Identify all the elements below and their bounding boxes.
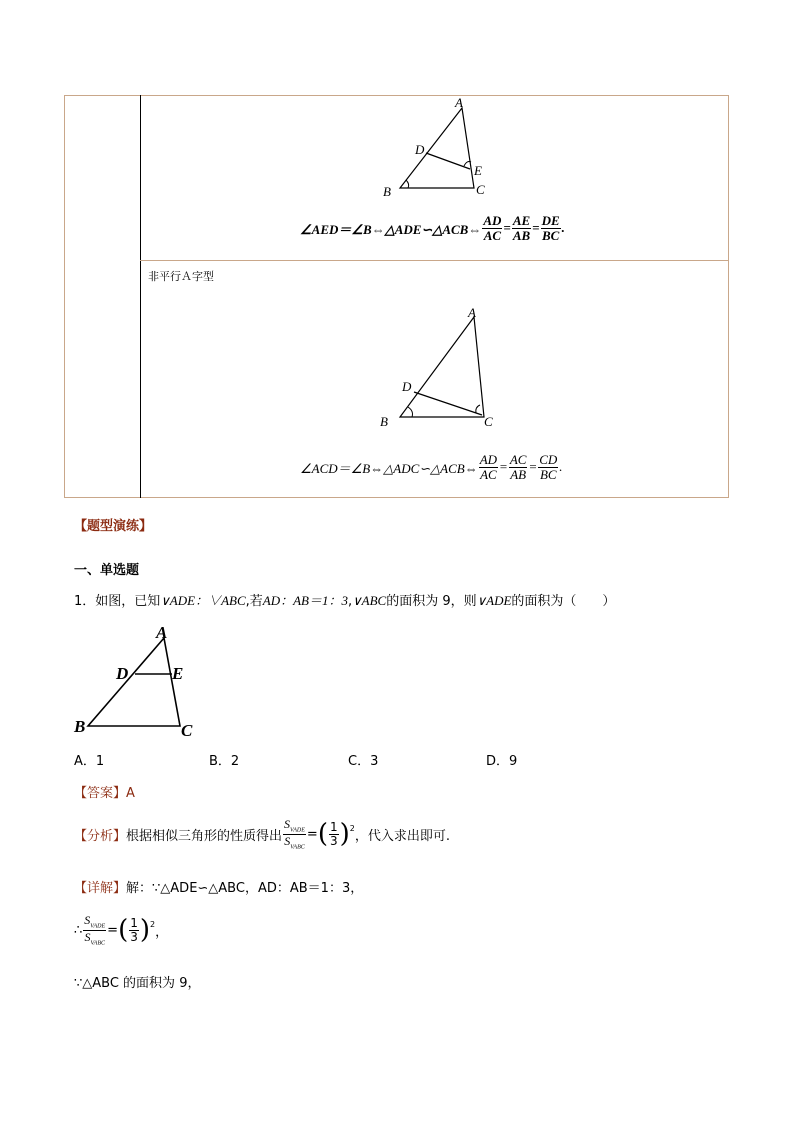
label-c: C <box>476 182 485 197</box>
label-e: E <box>474 163 482 178</box>
row2-formula: ∠ACD＝∠B⇔△ADC∽△ACB⇔ $\frac{AD}{AC}$ = $\frac{AC}{AB}$ = $\frac{CD}{BC}$ . <box>300 452 563 482</box>
detail-line-2: ∴ $\frac{S_{VADE}}{S_{VABC}}$ = ( $\frac{1}{3}$ ) 2 ， <box>74 913 169 947</box>
triangle-figure-adc <box>372 305 512 430</box>
detail-line-1: 【详解】解：∵△ADE∽△ABC，AD：AB＝1：3， <box>74 881 364 896</box>
row2-label: 非平行Ａ字型 <box>148 270 214 283</box>
detail-line-3: ∵△ABC 的面积为 9， <box>74 976 201 991</box>
answer-line <box>74 782 135 801</box>
label-c: C <box>484 414 493 429</box>
label-a: A <box>156 623 168 642</box>
label-d: D <box>415 142 425 157</box>
row1-frac-3: $\frac{DE}{BC}$ <box>541 213 560 243</box>
label-a: A <box>455 96 463 110</box>
row2-frac-1: $\frac{AD}{AC}$ <box>479 452 498 482</box>
question-text: 1．如图，已知∨ADE：∨ABC,若AD：AB＝1：3,∨ABC的面积为 9，则∨ADE的面积为（ ） <box>74 593 616 609</box>
analysis-tag: 【分析】 <box>74 828 127 844</box>
section-title: 【题型演练】 <box>74 519 153 534</box>
label-b: B <box>383 184 391 199</box>
triangle-figure-ade <box>370 96 510 206</box>
row2-frac-3: $\frac{CD}{BC}$ <box>539 452 558 482</box>
row1-formula: ∠AED＝∠B⇔△ADE∽△ACB⇔ $\frac{AD}{AC}$ = $\frac{AE}{AB}$ = $\frac{DE}{BC}$ . <box>300 213 565 243</box>
row1-formula-lhs: ∠AED＝∠B⇔△ADE∽△ACB⇔ <box>300 221 482 237</box>
label-a: A <box>468 305 476 320</box>
detail-tag: 【详解】 <box>74 881 127 896</box>
detail-area-ratio-fraction: $\frac{S_{VADE}}{S_{VABC}}$ <box>84 913 106 947</box>
label-e: E <box>172 664 184 683</box>
choice-b[interactable]: B．2 <box>209 754 240 769</box>
label-b: B <box>74 717 86 736</box>
label-b: B <box>380 414 388 429</box>
row1-frac-1: $\frac{AD}{AC}$ <box>483 213 502 243</box>
label-d: D <box>116 664 129 683</box>
row1-frac-2: $\frac{AE}{AB}$ <box>512 213 531 243</box>
area-ratio-fraction: $\frac{S_{VADE}}{S_{VABC}}$ <box>284 817 305 851</box>
question-triangle-figure <box>70 622 200 740</box>
choice-c[interactable]: C．3 <box>348 754 379 769</box>
table-row-divider <box>140 260 729 261</box>
table-column-divider <box>140 95 141 498</box>
label-c: C <box>181 721 193 740</box>
choice-a[interactable]: A．1 <box>74 754 105 769</box>
choice-d[interactable]: D．9 <box>486 754 518 769</box>
answer-tag: 【答案】 <box>74 786 127 801</box>
answer-value: A <box>126 786 135 801</box>
analysis-line: 【分析】 根据相似三角形的性质得出 $\frac{S_{VADE}}{S_{VABC}}$ = ( $\frac{1}{3}$ ) 2 ，代入求出即可. <box>74 817 451 851</box>
label-d: D <box>402 379 412 394</box>
row2-formula-lhs: ∠ACD＝∠B⇔△ADC∽△ACB⇔ <box>300 460 478 476</box>
subsection-title: 一、单选题 <box>74 563 140 578</box>
row2-frac-2: $\frac{AC}{AB}$ <box>509 452 527 482</box>
